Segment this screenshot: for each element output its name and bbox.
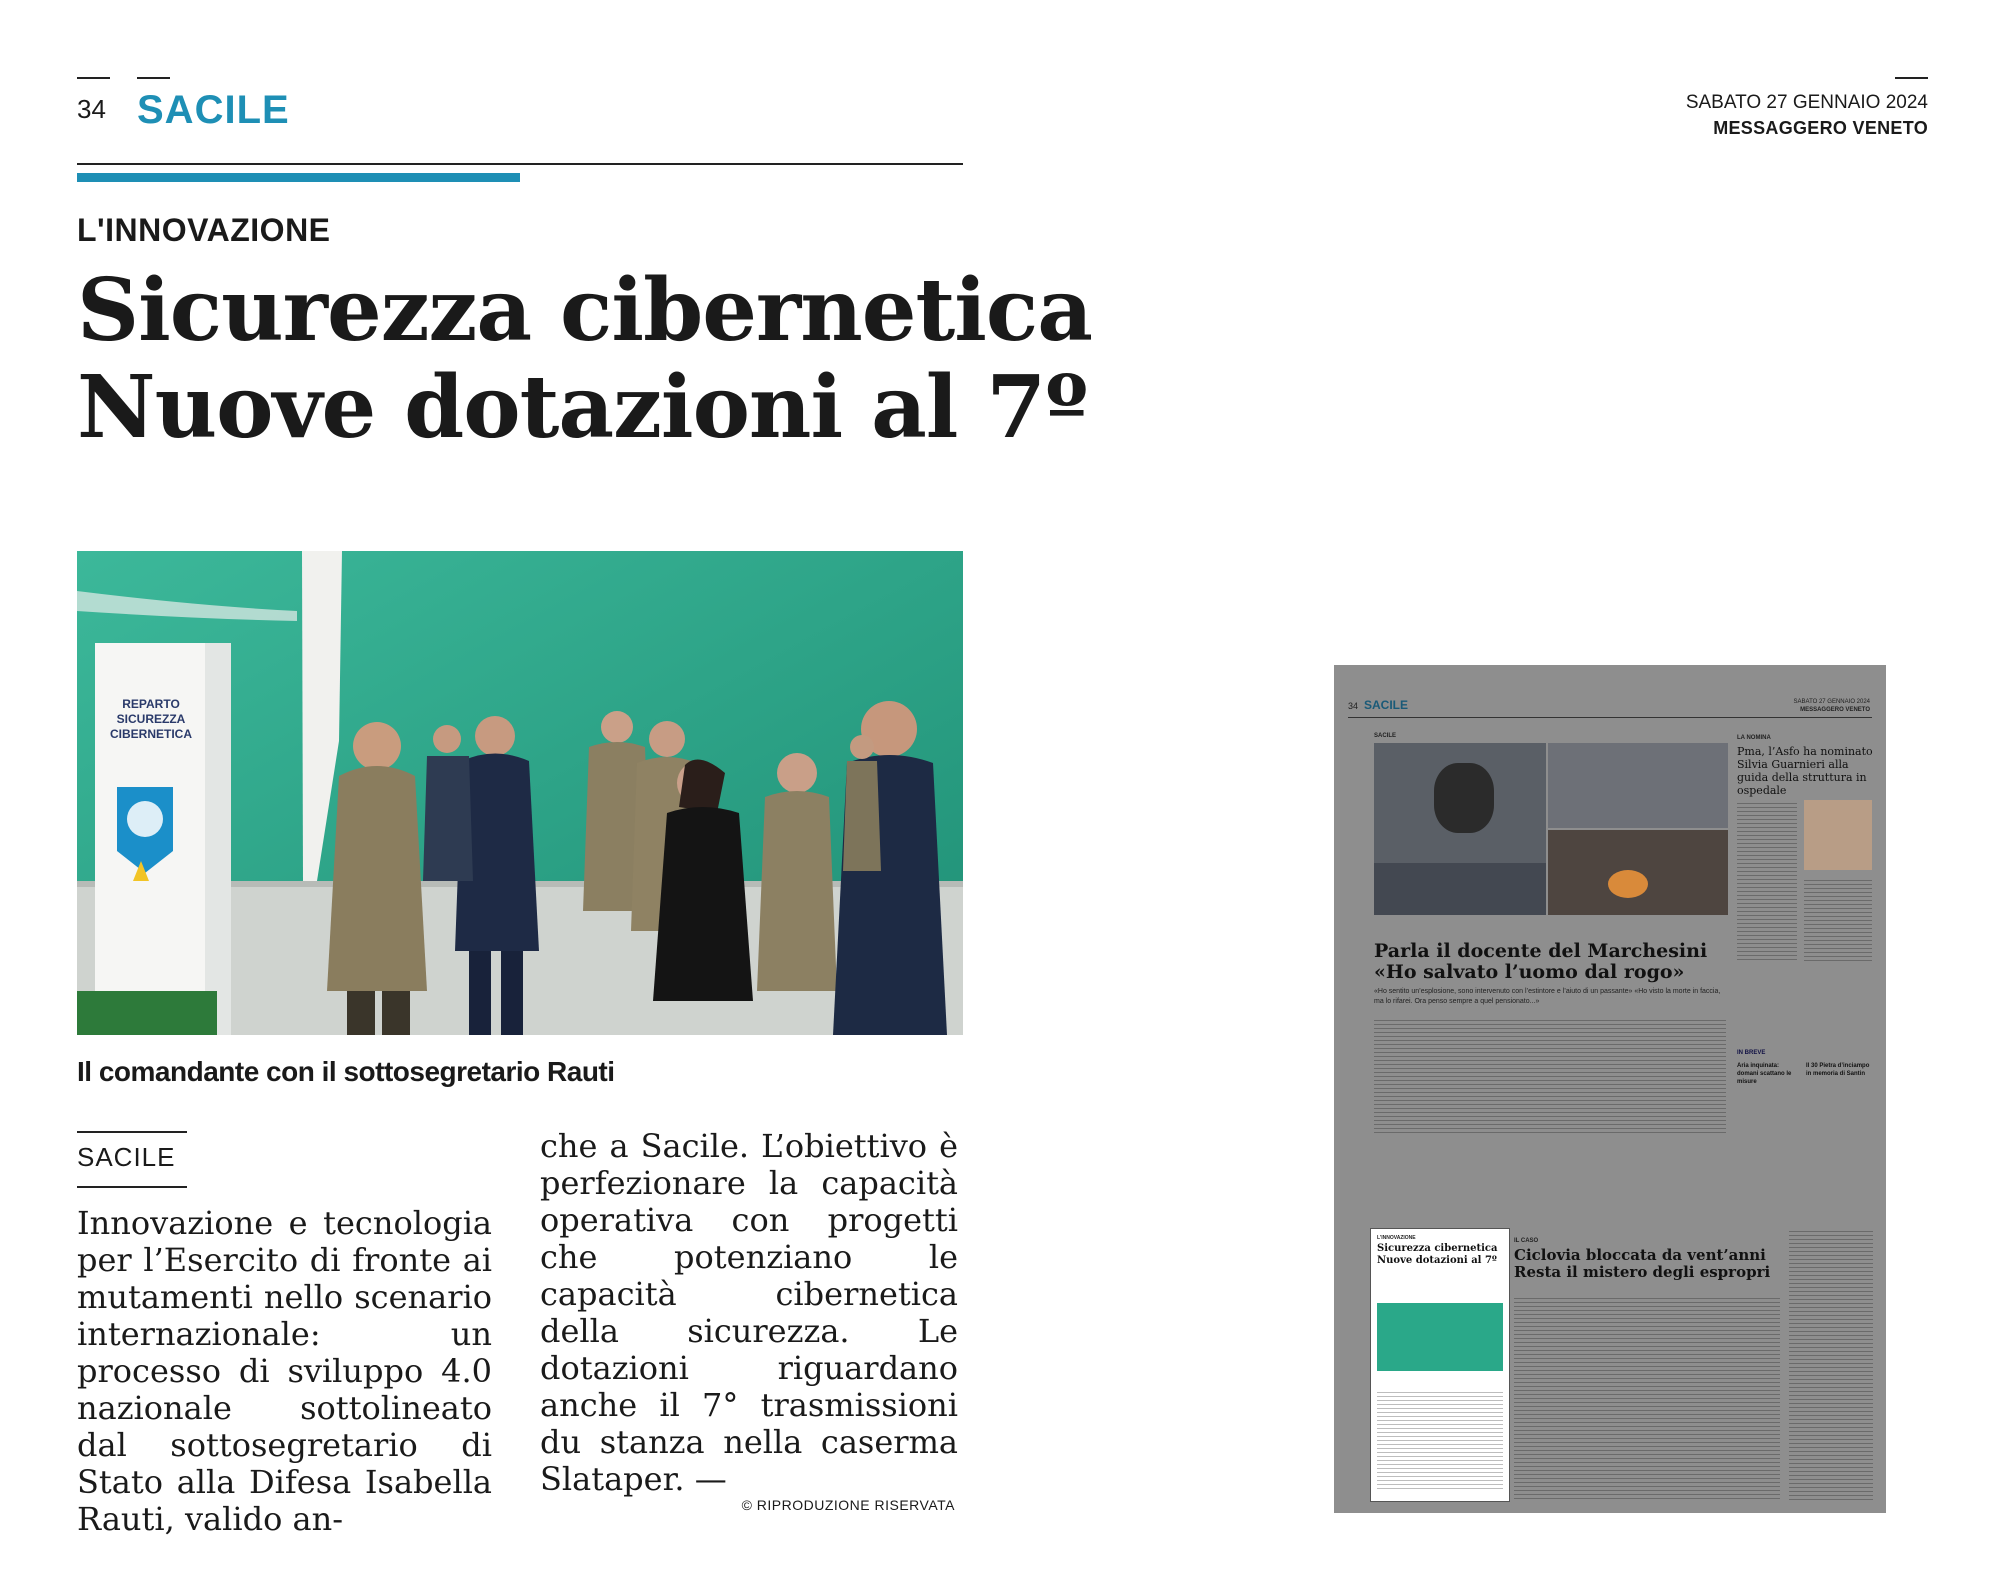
thumb-side-photo [1804,800,1872,870]
thumb-case-headline: Ciclovia bloccata da vent’anni Resta il mistero degli espropri [1514,1246,1771,1281]
thumb-side-body [1737,800,1797,962]
section-accent-bar [77,173,520,182]
thumb-main-kicker: SACILE [1374,733,1397,739]
header-dash [77,77,110,79]
copyright-notice: © RIPRODUZIONE RISERVATA [741,1497,955,1513]
thumb-case-body [1514,1295,1780,1500]
byline-rule-top [77,1131,187,1133]
header-rule [77,163,963,165]
headline-line-2: Nuove dotazioni al 7º [77,357,1088,458]
thumb-inset-body [1377,1389,1503,1489]
thumb-date: SABATO 27 GENNAIO 2024 [1793,699,1870,705]
thumb-inset-headline: Sicurezza cibernetica Nuove dotazioni al 7º [1377,1243,1498,1266]
thumb-fire [1608,870,1648,898]
byline-location: SACILE [77,1142,176,1172]
page-thumbnail[interactable] [1334,665,1886,1513]
thumb-brief-label: IN BREVE [1737,1050,1766,1056]
thumb-photo-3 [1548,830,1728,915]
thumb-side-body-2 [1804,877,1872,962]
photo-banner-text: REPARTO SICUREZZA CIBERNETICA [109,697,192,741]
thumb-brief-2: Il 30 Pietra d’inciampo in memoria di Santin [1806,1063,1870,1077]
thumb-photo-2 [1548,743,1728,828]
header-dash [1895,77,1928,79]
thumb-case-body-2 [1789,1228,1873,1500]
thumb-main-subhead: «Ho sentito un’esplosione, sono intervenuto con l’estintore e l’aiuto di un passante» «Ho visto la morte in faccia, ma lo rifarei. Ora penso sempre a quel pensionato...» [1374,988,1721,1005]
thumb-page-number: 34 [1348,701,1359,711]
thumb-street [1374,863,1546,915]
article-photo [77,551,963,1035]
newspaper-name: MESSAGGERO VENETO [1713,118,1928,138]
thumb-rule [1348,717,1872,718]
thumb-main-body [1374,1017,1726,1135]
section-title: SACILE [137,88,290,132]
article-column-1: Innovazione e tecnologia per l’Esercito di fronte ai mutamenti nello scenario internazionale: un processo di sviluppo 4.0 nazionale sottolineato dal sottosegretario di Stato alla Difesa Isabella Rauti, valido an- [77,1204,492,1538]
thumb-smoke [1434,763,1494,833]
photo-illustration [77,551,963,1035]
thumb-current-article[interactable] [1370,1228,1510,1502]
thumb-newspaper: MESSAGGERO VENETO [1800,707,1870,713]
page-number: 34 [77,94,106,124]
photo-caption: Il comandante con il sottosegretario Rauti [77,1056,615,1087]
thumb-side-headline: Pma, l’Asfo ha nominato Silvia Guarnieri alla guida della struttura in ospedale [1737,745,1873,797]
byline-rule-bottom [77,1186,187,1188]
thumb-main-headline: Parla il docente del Marchesini «Ho salvato l’uomo dal rogo» [1374,940,1708,983]
article-column-2: che a Sacile. L’obiettivo è perfezionare la capacità operativa con progetti che potenziano le capacità cibernetica della sicurezza. Le dotazioni riguardano anche il 7° trasmissioni du stanza nella caserma Slataper. — [540,1127,958,1498]
article-headline [77,262,1092,456]
thumb-side-kicker: LA NOMINA [1737,735,1771,741]
thumb-brief-1: Aria inquinata: domani scattano le misure [1737,1063,1792,1085]
issue-date: SABATO 27 GENNAIO 2024 [1685,92,1928,113]
headline-line-1: Sicurezza cibernetica [77,260,1092,361]
header-dash [137,77,170,79]
thumb-section: SACILE [1364,698,1409,712]
thumb-inset-photo [1377,1303,1503,1371]
thumb-inset-kicker: L'INNOVAZIONE [1377,1235,1416,1241]
article-kicker: L'INNOVAZIONE [77,212,331,248]
thumb-case-kicker: IL CASO [1514,1238,1539,1244]
thumb-photo-1 [1374,743,1546,915]
